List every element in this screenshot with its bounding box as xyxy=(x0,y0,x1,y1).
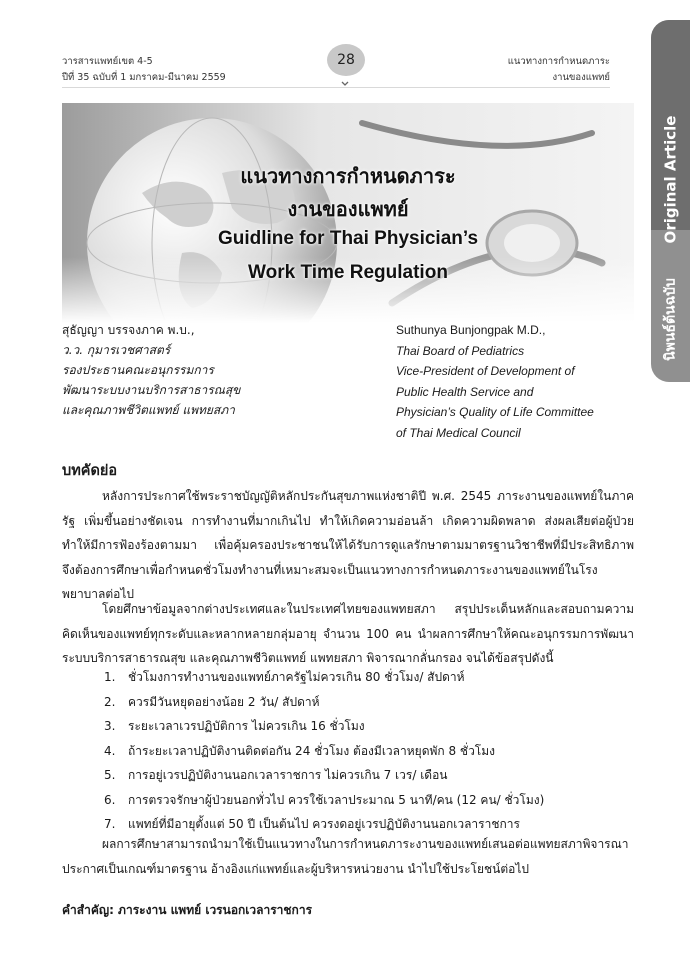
article-type-english: Original Article xyxy=(661,115,680,244)
article-type-thai: นิพนธ์ต้นฉบับ xyxy=(662,278,679,361)
title-english-line2: Work Time Regulation xyxy=(248,262,448,283)
running-title xyxy=(508,54,610,86)
keywords: คำสำคัญ: ภาระงาน แพทย์ เวรนอกเวลาราชการ xyxy=(62,903,313,917)
author-name-english: Suthunya Bunjongpak M.D., xyxy=(396,323,546,337)
list-item: 5. การอยู่เวรปฏิบัติงานนอกเวลาราชการ ไม่ควรเกิน 7 เวร/ เดือน xyxy=(104,768,448,782)
article-type-tab xyxy=(651,20,690,382)
abstract-paragraph xyxy=(62,832,634,881)
author-affiliation-thai: รองประธานคณะอนุกรรมการ xyxy=(62,363,214,377)
authors-english xyxy=(396,320,594,443)
running-title-line1: แนวทางการกำหนดภาระ xyxy=(507,56,610,67)
list-item: 4. ถ้าระยะเวลาปฏิบัติงานติดต่อกัน 24 ชั่วโมง ต้องมีเวลาหยุดพัก 8 ชั่วโมง xyxy=(104,743,496,758)
journal-info xyxy=(62,54,226,86)
title-thai-line1: แนวทางการกำหนดภาระ xyxy=(240,164,456,188)
author-affiliation-english: Public Health Service and xyxy=(396,384,534,399)
running-title-line2: งานของแพทย์ xyxy=(552,72,610,83)
list-item: 1. ชั่วโมงการทำงานของแพทย์ภาครัฐไม่ควรเกิน 80 ชั่วโมง/ สัปดาห์ xyxy=(104,670,465,684)
list-item: 2. ควรมีวันหยุดอย่างน้อย 2 วัน/ สัปดาห์ xyxy=(104,694,320,709)
author-affiliation-english: of Thai Medical Council xyxy=(396,425,521,440)
journal-name: วารสารแพทย์เขต 4-5 xyxy=(62,56,153,67)
author-credential-thai: ว.ว. กุมารเวชศาสตร์ xyxy=(62,343,171,357)
author-credential-english: Thai Board of Pediatrics xyxy=(396,343,525,358)
abstract-paragraph xyxy=(62,484,634,607)
abstract-paragraph xyxy=(62,597,634,671)
abstract-paragraph-text: ผลการศึกษาสามารถนำมาใช้เป็นแนวทางในการกำหนดภาระงานของแพทย์เสนอต่อแพทยสภาพิจารณาประกาศเป็นเกณฑ์มาตรฐาน อ้างอิงแก่แพทย์และผู้บริหารหน่วยงาน นำไปใช้ประโยชน์ต่อไป xyxy=(62,837,629,876)
title-thai-line2: งานของแพทย์ xyxy=(287,197,409,221)
author-affiliation-thai: และคุณภาพชีวิตแพทย์ แพทยสภา xyxy=(62,403,235,417)
author-affiliation-thai: พัฒนาระบบงานบริการสาธารณสุข xyxy=(62,383,241,397)
abstract-heading: บทคัดย่อ xyxy=(62,463,118,479)
list-item: 6. การตรวจรักษาผู้ป่วยนอกทั่วไป ควรใช้เวลาประมาณ 5 นาที/คน (12 คน/ ชั่วโมง) xyxy=(104,792,545,807)
author-name-thai: สุธัญญา บรรจงภาค พ.บ., xyxy=(62,323,195,337)
findings-list xyxy=(104,665,544,837)
title-english-line1: Guidline for Thai Physician’s xyxy=(217,228,479,249)
authors-thai xyxy=(62,320,240,420)
header-divider xyxy=(62,87,610,88)
abstract-paragraph-text: หลังการประกาศใช้พระราชบัญญัติหลักประกันสุขภาพแห่งชาติปี พ.ศ. 2545 ภาระงานของแพทย์ในภาครัฐ เพิ่มขึ้นอย่างชัดเจน การทำงานที่มากเกินไป ทำให้เกิดความอ่อนล้า เกิดความผิดพลาด ส่งผลเสียต่อผู้ป่วย ทำให้มีการฟ้องร้องตามมา เพื่อคุ้มครองประชาชนให้ได้รับการดูแลรักษาตามมาตรฐานวิชาชีพที่มีประสิทธิภาพ จึงต้องการศึกษาเพื่อกำหนดชั่วโมงทำงานที่เหมาะสมจะเป็นแนวทางการกำหนดภาระงานของแพทย์ในโรงพยาบาลต่อไป xyxy=(62,489,634,601)
list-item: 7. แพทย์ที่มีอายุตั้งแต่ 50 ปี เป็นต้นไป ควรงดอยู่เวรปฏิบัติงานนอกเวลาราชการ xyxy=(104,817,520,831)
page-number-badge: 28 xyxy=(327,44,365,76)
author-affiliation-english: Vice-President of Development of xyxy=(396,364,575,378)
abstract-paragraph-text: โดยศึกษาข้อมูลจากต่างประเทศและในประเทศไทยของแพทยสภา สรุปประเด็นหลักและสอบถามความคิดเห็นของแพทย์ทุกระดับและหลากหลายกลุ่มอายุ จำนวน 100 คน นำผลการศึกษาให้คณะอนุกรรมการพัฒนาระบบบริการสาธารณสุข และคุณภาพชีวิตแพทย์ แพทยสภา พิจารณากลั่นกรอง จนได้ข้อสรุปดังนี้ xyxy=(62,602,634,665)
journal-issue: ปีที่ 35 ฉบับที่ 1 มกราคม-มีนาคม 2559 xyxy=(62,72,226,83)
list-item: 3. ระยะเวลาเวรปฏิบัติการ ไม่ควรเกิน 16 ชั่วโมง xyxy=(104,719,365,733)
author-affiliation-english: Physician’s Quality of Life Committee xyxy=(396,405,594,419)
